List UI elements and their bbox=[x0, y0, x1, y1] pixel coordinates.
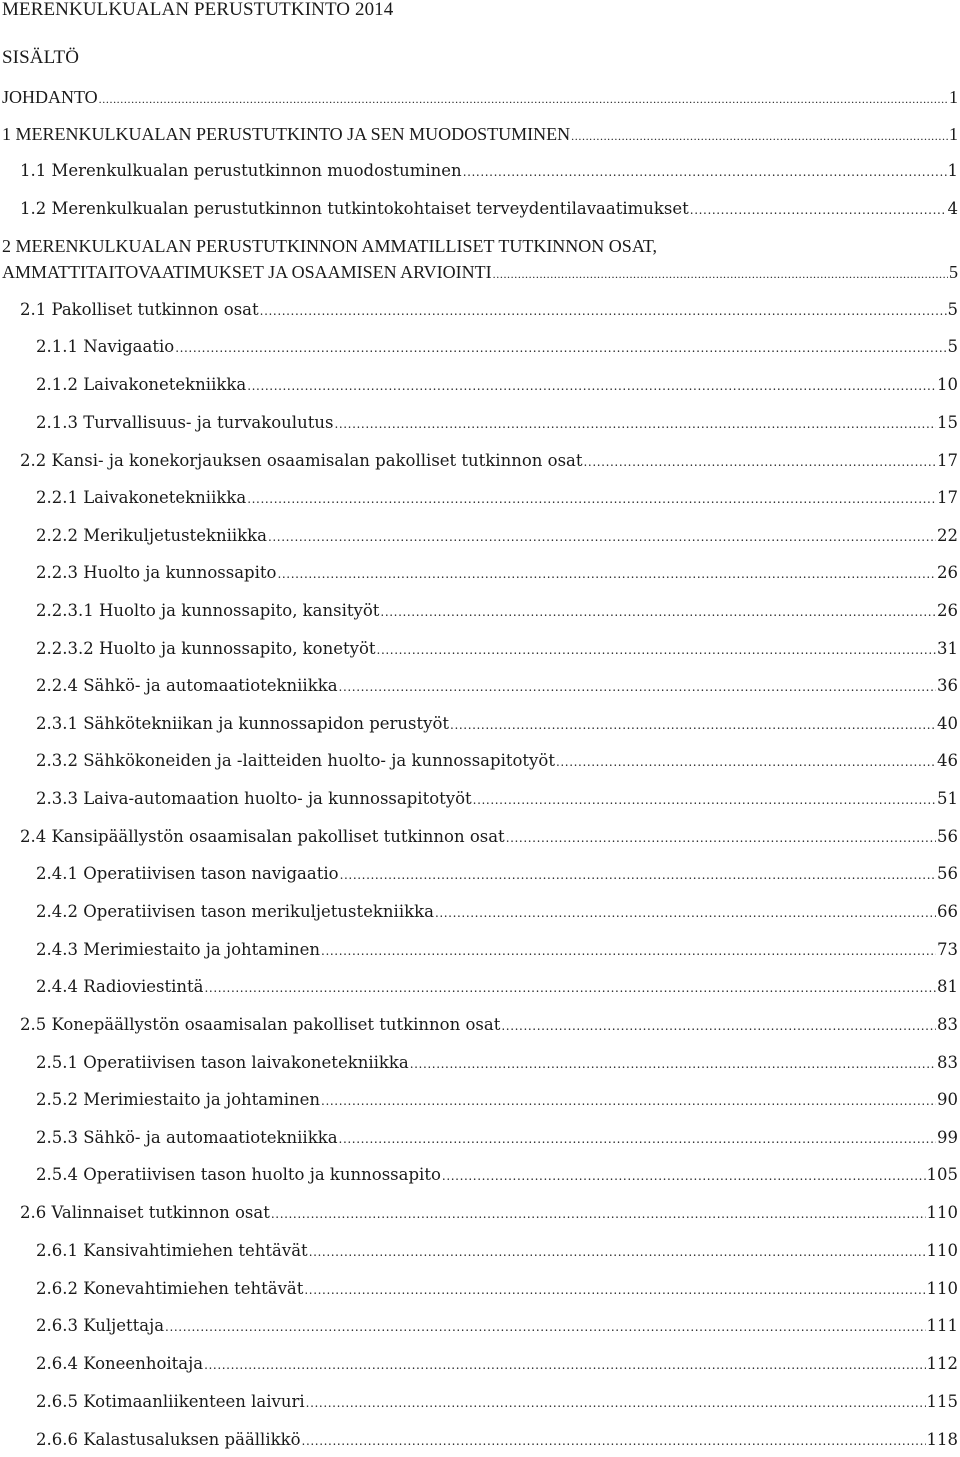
toc-entry-page-number: 110 bbox=[926, 1279, 958, 1298]
toc-entry-label: 2.2.3.1 Huolto ja kunnossapito, kansityöt bbox=[36, 601, 380, 620]
toc-entry-page-number: 112 bbox=[926, 1354, 958, 1373]
toc-entry-label: 2.6.6 Kalastusaluksen päällikkö bbox=[36, 1430, 301, 1449]
dot-leader bbox=[463, 158, 947, 184]
toc-entry[interactable] bbox=[36, 1238, 958, 1264]
toc-entry-page-number: 17 bbox=[937, 451, 958, 470]
toc-entry-label: 2.1 Pakolliset tutkinnon osat bbox=[20, 300, 259, 319]
toc-entry-label: 2.5.1 Operatiivisen tason laivakonetekniikka bbox=[36, 1053, 409, 1072]
dot-leader bbox=[175, 334, 946, 360]
toc-entry-page-number: 115 bbox=[926, 1392, 958, 1411]
toc-entry[interactable] bbox=[36, 899, 958, 925]
toc-entry[interactable] bbox=[36, 974, 958, 1000]
toc-entry[interactable] bbox=[2, 121, 958, 147]
toc-entry[interactable] bbox=[36, 1162, 958, 1188]
toc-entry[interactable] bbox=[36, 1389, 958, 1415]
toc-entry[interactable] bbox=[36, 937, 958, 963]
toc-entry-label: 2.5 Konepäällystön osaamisalan pakolliset tutkinnon osat bbox=[20, 1015, 501, 1034]
toc-entry[interactable] bbox=[36, 786, 958, 812]
toc-entry-label: 2.4 Kansipäällystön osaamisalan pakolliset tutkinnon osat bbox=[20, 827, 505, 846]
toc-entry-page-number: 1 bbox=[947, 161, 958, 180]
dot-leader bbox=[493, 259, 948, 285]
dot-leader bbox=[380, 598, 936, 624]
toc-entry[interactable] bbox=[36, 410, 958, 436]
toc-entry-label: 2.6.2 Konevahtimiehen tehtävät bbox=[36, 1279, 304, 1298]
dot-leader bbox=[556, 748, 936, 774]
dot-leader bbox=[334, 410, 936, 436]
toc-entry-page-number: 5 bbox=[947, 300, 958, 319]
toc-entry-label: 2.3.1 Sähkötekniikan ja kunnossapidon perustyöt bbox=[36, 714, 450, 733]
toc-entry[interactable] bbox=[36, 598, 958, 624]
toc-entry-page-number: 36 bbox=[937, 676, 958, 695]
toc-entry-page-number: 22 bbox=[937, 526, 958, 545]
dot-leader bbox=[321, 937, 936, 963]
toc-entry-label: 2.2.2 Merikuljetustekniikka bbox=[36, 526, 267, 545]
dot-leader bbox=[473, 786, 936, 812]
toc-entry-page-number: 51 bbox=[937, 789, 958, 808]
toc-entry-label: 1.2 Merenkulkualan perustutkinnon tutkintokohtaiset terveydentilavaatimukset bbox=[20, 199, 689, 218]
toc-entry[interactable] bbox=[36, 673, 958, 699]
toc-entry-page-number: 17 bbox=[937, 488, 958, 507]
toc-entry-page-number: 90 bbox=[937, 1090, 958, 1109]
dot-leader bbox=[339, 1125, 936, 1151]
dot-leader bbox=[377, 636, 936, 662]
toc-entry-page-number: 46 bbox=[937, 751, 958, 770]
toc-entry-label: 2.1.2 Laivakonetekniikka bbox=[36, 375, 247, 394]
dot-leader bbox=[584, 448, 936, 474]
toc-entry-page-number: 10 bbox=[937, 375, 958, 394]
dot-leader bbox=[340, 861, 936, 887]
toc-entry-page-number: 4 bbox=[947, 199, 958, 218]
dot-leader bbox=[571, 121, 948, 147]
dot-leader bbox=[506, 824, 936, 850]
dot-leader bbox=[247, 485, 936, 511]
dot-leader bbox=[442, 1162, 926, 1188]
toc-entry[interactable] bbox=[36, 861, 958, 887]
toc-entry[interactable] bbox=[36, 1125, 958, 1151]
dot-leader bbox=[435, 899, 936, 925]
toc-entry-page-number: 66 bbox=[937, 902, 958, 921]
dot-leader bbox=[277, 560, 936, 586]
contents-heading: SISÄLTÖ bbox=[2, 47, 80, 68]
toc-entry[interactable] bbox=[36, 485, 958, 511]
toc-entry[interactable] bbox=[36, 334, 958, 360]
toc-entry-page-number: 40 bbox=[937, 714, 958, 733]
toc-entry-label: 2.4.2 Operatiivisen tason merikuljetustekniikka bbox=[36, 902, 434, 921]
toc-entry[interactable] bbox=[20, 196, 958, 222]
document-title: MERENKULKUALAN PERUSTUTKINTO 2014 bbox=[2, 0, 394, 20]
toc-entry[interactable] bbox=[20, 1012, 958, 1038]
toc-entry[interactable] bbox=[36, 523, 958, 549]
toc-entry-label: 2.2.3.2 Huolto ja kunnossapito, konetyöt bbox=[36, 639, 376, 658]
dot-leader bbox=[410, 1050, 936, 1076]
toc-entry[interactable] bbox=[20, 1200, 958, 1226]
dot-leader bbox=[306, 1389, 926, 1415]
toc-entry[interactable] bbox=[20, 297, 958, 323]
toc-entry[interactable] bbox=[36, 1313, 958, 1339]
toc-entry-page-number: 5 bbox=[947, 337, 958, 356]
toc-entry-label: 2.6.4 Koneenhoitaja bbox=[36, 1354, 204, 1373]
toc-entry-page-number: 81 bbox=[937, 977, 958, 996]
toc-entry-label: 2.1.1 Navigaatio bbox=[36, 337, 175, 356]
toc-entry[interactable] bbox=[36, 748, 958, 774]
toc-entry-page-number: 1 bbox=[949, 124, 958, 144]
toc-entry[interactable] bbox=[20, 448, 958, 474]
toc-entry-page-number: 83 bbox=[937, 1053, 958, 1072]
toc-entry-label: 2.2 Kansi- ja konekorjauksen osaamisalan pakolliset tutkinnon osat bbox=[20, 451, 583, 470]
toc-entry-page-number: 111 bbox=[926, 1316, 958, 1335]
toc-entry-page-number: 26 bbox=[937, 563, 958, 582]
toc-entry-label: 2.6.3 Kuljettaja bbox=[36, 1316, 165, 1335]
toc-entry-page-number: 56 bbox=[937, 864, 958, 883]
dot-leader bbox=[304, 1276, 925, 1302]
dot-leader bbox=[204, 974, 936, 1000]
toc-entry-label: 2.5.3 Sähkö- ja automaatiotekniikka bbox=[36, 1128, 338, 1147]
toc-entry[interactable] bbox=[36, 560, 958, 586]
toc-entry-label: 2.4.3 Merimiestaito ja johtaminen bbox=[36, 940, 321, 959]
toc-entry-page-number: 99 bbox=[937, 1128, 958, 1147]
toc-entry-page-number: 31 bbox=[937, 639, 958, 658]
toc-entry-label-line1: 2 MERENKULKUALAN PERUSTUTKINNON AMMATILLISET TUTKINNON OSAT, bbox=[2, 236, 657, 256]
toc-entry-label: 1.1 Merenkulkualan perustutkinnon muodostuminen bbox=[20, 161, 462, 180]
toc-entry-label: 2.5.4 Operatiivisen tason huolto ja kunnossapito bbox=[36, 1165, 441, 1184]
dot-leader bbox=[302, 1427, 926, 1453]
toc-entry-page-number: 5 bbox=[949, 262, 958, 282]
toc-entry-label: 2.6.5 Kotimaanliikenteen laivuri bbox=[36, 1392, 305, 1411]
dot-leader bbox=[247, 372, 936, 398]
toc-entry[interactable] bbox=[20, 158, 958, 184]
toc-entry-label: 2.6.1 Kansivahtimiehen tehtävät bbox=[36, 1241, 308, 1260]
dot-leader bbox=[268, 523, 936, 549]
toc-entry-page-number: 118 bbox=[926, 1430, 958, 1449]
toc-entry-page-number: 73 bbox=[937, 940, 958, 959]
dot-leader bbox=[321, 1087, 936, 1113]
toc-entry-label: 2.2.4 Sähkö- ja automaatiotekniikka bbox=[36, 676, 338, 695]
toc-entry-page-number: 105 bbox=[926, 1165, 958, 1184]
toc-entry[interactable] bbox=[2, 259, 958, 285]
toc-entry-page-number: 56 bbox=[937, 827, 958, 846]
toc-entry-label: 2.2.3 Huolto ja kunnossapito bbox=[36, 563, 277, 582]
dot-leader bbox=[271, 1200, 926, 1226]
toc-entry-page-number: 1 bbox=[949, 87, 958, 107]
dot-leader bbox=[165, 1313, 925, 1339]
toc-entry[interactable] bbox=[36, 1050, 958, 1076]
toc-entry[interactable] bbox=[2, 84, 958, 110]
toc-entry[interactable] bbox=[36, 372, 958, 398]
toc-entry-label: 2.3.2 Sähkökoneiden ja -laitteiden huolto- ja kunnossapitotyöt bbox=[36, 751, 555, 770]
toc-entry-page-number: 26 bbox=[937, 601, 958, 620]
toc-entry[interactable] bbox=[36, 1276, 958, 1302]
dot-leader bbox=[99, 84, 948, 110]
toc-entry-label: 2.5.2 Merimiestaito ja johtaminen bbox=[36, 1090, 321, 1109]
toc-entry[interactable] bbox=[36, 1351, 958, 1377]
toc-entry-label: AMMATTITAITOVAATIMUKSET JA OSAAMISEN ARVIOINTI bbox=[2, 262, 492, 282]
toc-entry-label: 2.4.4 Radioviestintä bbox=[36, 977, 204, 996]
toc-entry-label: 2.3.3 Laiva-automaation huolto- ja kunnossapitotyöt bbox=[36, 789, 472, 808]
dot-leader bbox=[204, 1351, 925, 1377]
toc-entry-label: 2.1.3 Turvallisuus- ja turvakoulutus bbox=[36, 413, 334, 432]
toc-entry-page-number: 110 bbox=[926, 1241, 958, 1260]
dot-leader bbox=[450, 711, 936, 737]
toc-entry[interactable] bbox=[36, 711, 958, 737]
dot-leader bbox=[260, 297, 947, 323]
toc-entry[interactable] bbox=[20, 824, 958, 850]
toc-entry-label: 2.4.1 Operatiivisen tason navigaatio bbox=[36, 864, 339, 883]
toc-entry[interactable] bbox=[36, 1427, 958, 1453]
toc-entry[interactable] bbox=[36, 1087, 958, 1113]
toc-entry-page-number: 83 bbox=[937, 1015, 958, 1034]
toc-entry-label: 2.2.1 Laivakonetekniikka bbox=[36, 488, 247, 507]
toc-entry-label: 2.6 Valinnaiset tutkinnon osat bbox=[20, 1203, 270, 1222]
toc-entry[interactable] bbox=[36, 636, 958, 662]
toc-entry-page-number: 15 bbox=[937, 413, 958, 432]
dot-leader bbox=[501, 1012, 936, 1038]
dot-leader bbox=[339, 673, 936, 699]
toc-entry-label: JOHDANTO bbox=[2, 87, 98, 107]
toc-entry-label: 1 MERENKULKUALAN PERUSTUTKINTO JA SEN MUODOSTUMINEN bbox=[2, 124, 571, 144]
dot-leader bbox=[309, 1238, 926, 1264]
toc-entry-page-number: 110 bbox=[926, 1203, 958, 1222]
dot-leader bbox=[690, 196, 947, 222]
